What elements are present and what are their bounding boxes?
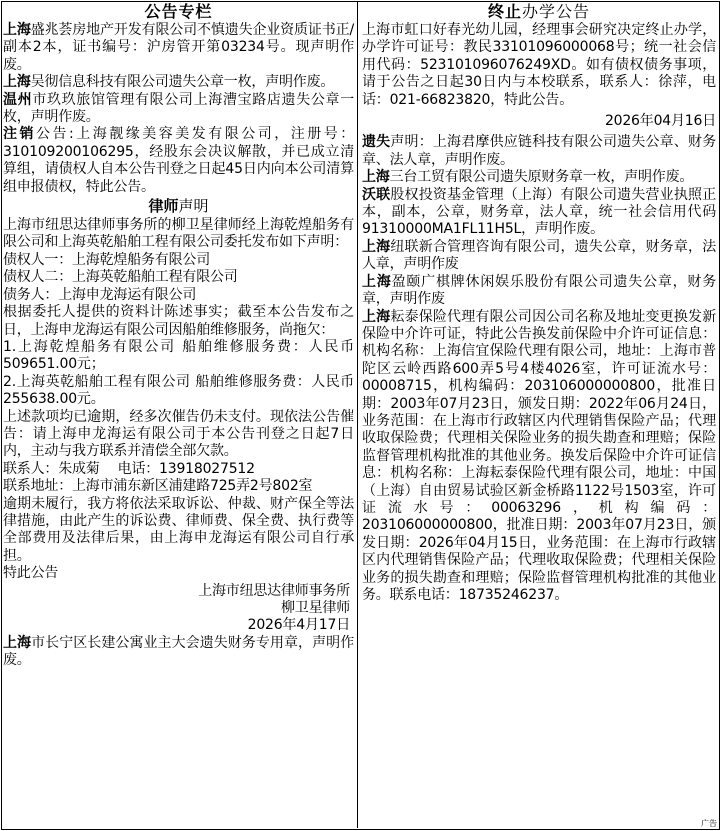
signature-date: 2026年4月17日 xyxy=(247,617,350,634)
notice-item xyxy=(362,274,716,309)
contact-address: 联系地址：上海市浦东新区浦建路725弄2号802室 xyxy=(3,478,313,495)
creditor-1: 债权人一：上海乾煌船务有限公司 xyxy=(3,251,210,268)
lawyer-body: 逾期未履行，我方将依法采取诉讼、仲裁、财产保全等法律措施，由此产生的诉讼费、律师费、保全费、执行费等全部费用及法律后果，由上海申龙海运有限公司自行承担。 xyxy=(3,495,354,564)
debtor: 债务人：上海申龙海运有限公司 xyxy=(3,286,197,303)
debt-item-1: 1.上海乾煌船务有限公司 船舶维修服务费：人民币 509651.00元； xyxy=(3,338,354,373)
notice-item xyxy=(3,74,354,91)
lawyer-closing: 特此公告 xyxy=(3,565,59,582)
school-notice-title: 终止办学公告 xyxy=(487,2,591,21)
notice-text: 耘泰保险代理有限公司因公司名称及地址变更换发新保险中介许可证，特此公告换发前保险中介许可证信息：机构名称：上海信宜保险代理有限公司，地址：上海市普陀区云岭西路600弄5号4楼4026室，许可证流水号：00008715，机构编码：203106000000800，批准日期：2003年07月23日，颁发日期：2022年06月24日，业务范围：在上海市行政辖区内代理销售保险产品；代理收取保险费；代理相关保险业务的损失勘查和理赔；保险监督管理机构批准的其他业务。换发后保险中介许可证信息：机构名称：上海耘泰保险代理有限公司，地址：中国（上海）自由贸易试验区新金桥路1122号1503室，许可证流水号：00063296，机构编码：203106000000800，批准日期：2003年07月23日，颁发日期：2026年04月15日，业务范围：在上海市行政辖区内代理销售保险产品；代理收取保险费；代理相关保险业务的损失勘查和理赔；保险监督管理机构批准的其他业务。联系电话：18735246237。 xyxy=(362,308,716,603)
lawyer-body: 上述款项均已逾期，经多次催告仍未支付。现依法公告催告：请上海申龙海运有限公司于本公告刊登之日起7日内，主动与我方联系并清偿全部欠款。 xyxy=(3,408,354,460)
notice-lead: 上海 xyxy=(362,169,390,186)
notice-item xyxy=(3,92,354,127)
notice-text: 市长宁区长建公寓业主大会遗失财务专用章，声明作废。 xyxy=(3,634,354,669)
notice-lead: 上海 xyxy=(362,308,391,325)
notice-text: 股权投资基金管理（上海）有限公司遗失营业执照正本，副本，公章，财务章，法人章，统一社会信用代码91310000MA1FL11H5L，声明作废。 xyxy=(362,186,716,238)
notice-item xyxy=(362,187,716,239)
notice-text: 盛兆荟房地产开发有限公司不慎遗失企业资质证书正/副本2本，证书编号：沪房管开第03234号。现声明作废。 xyxy=(3,22,354,73)
notice-lead: 上海 xyxy=(3,74,31,91)
notice-item xyxy=(3,126,354,196)
signature-lawyer: 柳卫星律师 xyxy=(281,600,350,616)
notice-lead: 上海 xyxy=(3,22,31,38)
lawyer-intro: 上海市纽思达律师事务所的柳卫星律师经上海乾煌船务有限公司和上海英乾船舶工程有限公司委托发布如下声明： xyxy=(3,217,354,251)
column-divider xyxy=(357,1,358,828)
notice-item xyxy=(362,309,716,605)
notice-text: 公告:上海靓缘美容美发有限公司，注册号：310109200106295，经股东会决议解散，并已成立清算组，请债权人自本公告刊登之日起45日内向本公司清算组申报债权，特此公告。 xyxy=(3,126,354,195)
debt-item-2: 2.上海英乾船舶工程有限公司 船舶维修服务费：人民币 255638.00元。 xyxy=(3,373,354,408)
notice-item xyxy=(362,169,716,186)
notice-lead: 沃联 xyxy=(362,186,391,203)
notice-item xyxy=(362,134,716,169)
school-notice-text: 上海市虹口好春光幼儿园，经理事会研究决定终止办学，办学许可证号：教民33101096000068号；统一社会信用代码：523101096076249XD。如有债权债务事项，请于公告之日起30日内与本校联系，联系人：徐萍，电话：021-66823820，特此公告。 xyxy=(362,22,716,108)
notice-item xyxy=(3,635,354,670)
notice-lead: 遗失 xyxy=(362,134,391,151)
notice-text: 声明：上海君摩供应链科技有限公司遗失公章、财务章、法人章，声明作废。 xyxy=(362,134,716,168)
notice-lead: 温州 xyxy=(3,91,33,108)
ad-label: 广告 xyxy=(701,819,717,828)
notice-text: 吴彻信息科技有限公司遗失公章一枚，声明作废。 xyxy=(30,74,335,91)
lawyer-body: 根据委托人提供的资料计陈述事实；截至本公告发布之日，上海申龙海运有限公司因船舶维修服务，尚拖欠： xyxy=(3,304,354,338)
right-column xyxy=(362,2,716,604)
notice-item xyxy=(362,239,716,274)
notice-text: 三台工贸有限公司遗失原财务章一枚，声明作废。 xyxy=(389,169,694,186)
left-column xyxy=(3,2,354,670)
school-notice-date: 2026年04月16日 xyxy=(604,113,716,130)
contact-person: 联系人：朱成菊 电话：13918027512 xyxy=(3,460,255,477)
signature-firm: 上海市纽思达律师事务所 xyxy=(198,582,350,599)
lawyer-statement-title: 律师声明 xyxy=(148,197,209,216)
notice-text: 市玖玖旅馆管理有限公司上海漕宝路店遗失公章一枚，声明作废。 xyxy=(3,91,354,126)
section-title: 公告专栏 xyxy=(144,2,213,21)
notice-lead: 上海 xyxy=(3,634,32,651)
notice-lead: 上海 xyxy=(362,273,392,290)
notice-lead: 上海 xyxy=(362,238,391,255)
notice-lead: 注销 xyxy=(3,126,36,143)
notice-item xyxy=(3,22,354,74)
creditor-2: 债权人二：上海英乾船舶工程有限公司 xyxy=(3,269,238,286)
notice-text: 纽联新合管理咨询有限公司，遗失公章，财务章，法人章，声明作废 xyxy=(362,238,716,273)
notice-text: 盈颐广棋牌休闲娱乐股份有限公司遗失公章，财务章，声明作废 xyxy=(362,273,716,308)
